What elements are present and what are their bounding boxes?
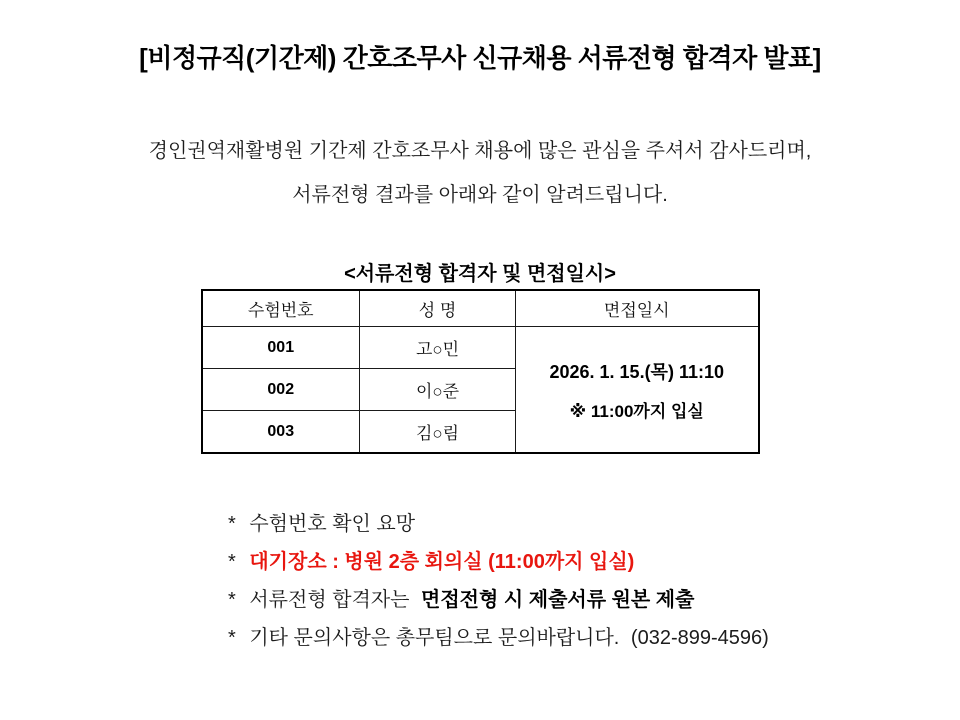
intro-line-1: 경인권역재활병원 기간제 간호조무사 채용에 많은 관심을 주셔서 감사드리며, [148,140,812,162]
interview-datetime-cell [516,327,759,454]
name-cell: 고○민 [360,327,516,369]
exam-number-cell: 001 [202,327,360,369]
exam-number-cell: 003 [202,411,360,454]
table-header-row [202,290,759,327]
note-contact [228,626,960,650]
name-cell: 김○림 [360,411,516,454]
note-waiting-room [228,550,960,574]
col-header-name: 성 명 [360,290,516,327]
note-text: 대기장소 : 병원 2층 회의실 (11:00까지 입실) [249,551,635,573]
note-marker: * [228,513,236,535]
col-header-interview-datetime: 면접일시 [516,290,759,327]
table-row [202,327,759,369]
note-exam-number-check [228,512,960,536]
note-text: 기타 문의사항은 총무팀으로 문의바랍니다. [249,627,620,649]
col-header-exam-number: 수험번호 [202,290,360,327]
page-title: [비정규직(기간제) 간호조무사 신규채용 서류전형 합격자 발표] [139,43,821,73]
section-heading: <서류전형 합격자 및 면접일시> [344,263,616,285]
interview-datetime: 2026. 1. 15.(목) 11:10 [549,361,724,382]
note-text-emphasis: 면접전형 시 제출서류 원본 제출 [421,589,695,611]
note-text: 서류전형 합격자는 [249,589,410,611]
note-marker: * [228,551,236,573]
exam-number-cell: 002 [202,369,360,411]
name-cell: 이○준 [360,369,516,411]
results-table [201,289,760,454]
note-text: 수험번호 확인 요망 [249,513,416,535]
note-marker: * [228,627,236,649]
note-phone-number: (032-899-4596) [630,627,769,649]
note-marker: * [228,589,236,611]
interview-entry-note: ※ 11:00까지 입실 [569,401,704,421]
notes-section [228,512,960,650]
intro-line-2: 서류전형 결과를 아래와 같이 알려드립니다. [292,184,668,206]
note-document-submission [228,588,960,612]
